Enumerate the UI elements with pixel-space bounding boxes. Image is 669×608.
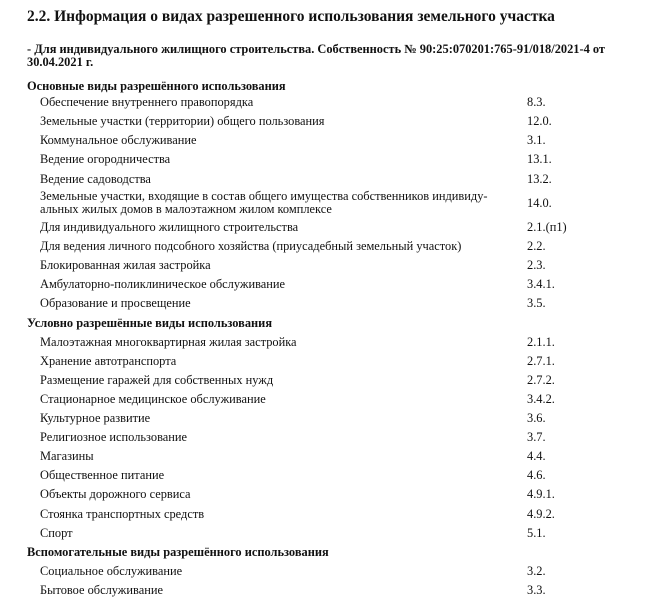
use-code: 8.3. bbox=[527, 95, 546, 109]
use-code: 2.7.1. bbox=[527, 354, 555, 368]
use-code: 2.3. bbox=[527, 258, 546, 272]
use-label: Для ведения личного подсобного хозяйства (приусадебный земельный участок) bbox=[40, 239, 462, 253]
use-code: 13.2. bbox=[527, 172, 552, 186]
use-label: Магазины bbox=[40, 449, 94, 463]
use-code: 13.1. bbox=[527, 152, 552, 166]
use-code: 2.7.2. bbox=[527, 373, 555, 387]
use-code: 2.1.1. bbox=[527, 335, 555, 349]
use-code: 4.9.1. bbox=[527, 487, 555, 501]
use-label: Социальное обслуживание bbox=[40, 564, 183, 578]
use-label: Земельные участки (территории) общего пользования bbox=[40, 114, 325, 128]
use-code: 2.1.(п1) bbox=[527, 220, 567, 234]
use-label: Обеспечение внутреннего правопорядка bbox=[40, 95, 254, 109]
use-code: 5.1. bbox=[527, 526, 546, 540]
use-label: Размещение гаражей для собственных нужд bbox=[40, 373, 274, 387]
use-code: 3.2. bbox=[527, 564, 546, 578]
use-code: 3.3. bbox=[527, 583, 546, 597]
page-title: 2.2. Информация о видах разрешенного использования земельного участка bbox=[27, 8, 555, 25]
use-code: 12.0. bbox=[527, 114, 552, 128]
use-label: Ведение садоводства bbox=[40, 172, 151, 186]
use-label: Бытовое обслуживание bbox=[40, 583, 163, 597]
use-label: Хранение автотранспорта bbox=[40, 354, 177, 368]
section-heading-auxiliary: Вспомогательные виды разрешённого использования bbox=[27, 545, 329, 559]
section-heading-conditional: Условно разрешённые виды использования bbox=[27, 316, 273, 330]
use-label: Общественное питание bbox=[40, 468, 165, 482]
parcel-description: - Для индивидуального жилищного строительства. Собственность № 90:25:070201:765-91/018/2021-4 от 30.04.2021 г. bbox=[27, 42, 606, 69]
use-code: 14.0. bbox=[527, 196, 552, 210]
use-code: 4.9.2. bbox=[527, 507, 555, 521]
use-label: Стоянка транспортных средств bbox=[40, 507, 205, 521]
use-label: Религиозное использование bbox=[40, 430, 188, 444]
use-label: Ведение огородничества bbox=[40, 152, 171, 166]
use-code: 4.4. bbox=[527, 449, 546, 463]
use-label: Стационарное медицинское обслуживание bbox=[40, 392, 266, 406]
use-label: Объекты дорожного сервиса bbox=[40, 487, 191, 501]
use-code: 3.1. bbox=[527, 133, 546, 147]
use-code: 3.4.2. bbox=[527, 392, 555, 406]
use-label: Амбулаторно-поликлиническое обслуживание bbox=[40, 277, 286, 291]
use-label: Блокированная жилая застройка bbox=[40, 258, 211, 272]
use-code: 3.6. bbox=[527, 411, 546, 425]
use-label: Земельные участки, входящие в состав общего имущества собственников индивиду-альных жилых домов в малоэтажном жилом комплексе bbox=[40, 189, 488, 216]
use-label: Спорт bbox=[40, 526, 73, 540]
section-heading-main: Основные виды разрешённого использования bbox=[27, 79, 286, 93]
use-code: 3.4.1. bbox=[527, 277, 555, 291]
use-label: Образование и просвещение bbox=[40, 296, 191, 310]
use-code: 2.2. bbox=[527, 239, 546, 253]
use-label: Культурное развитие bbox=[40, 411, 151, 425]
use-code: 3.7. bbox=[527, 430, 546, 444]
use-code: 4.6. bbox=[527, 468, 546, 482]
use-label: Коммунальное обслуживание bbox=[40, 133, 197, 147]
use-label: Для индивидуального жилищного строительства bbox=[40, 220, 299, 234]
use-label: Малоэтажная многоквартирная жилая застройка bbox=[40, 335, 297, 349]
use-code: 3.5. bbox=[527, 296, 546, 310]
